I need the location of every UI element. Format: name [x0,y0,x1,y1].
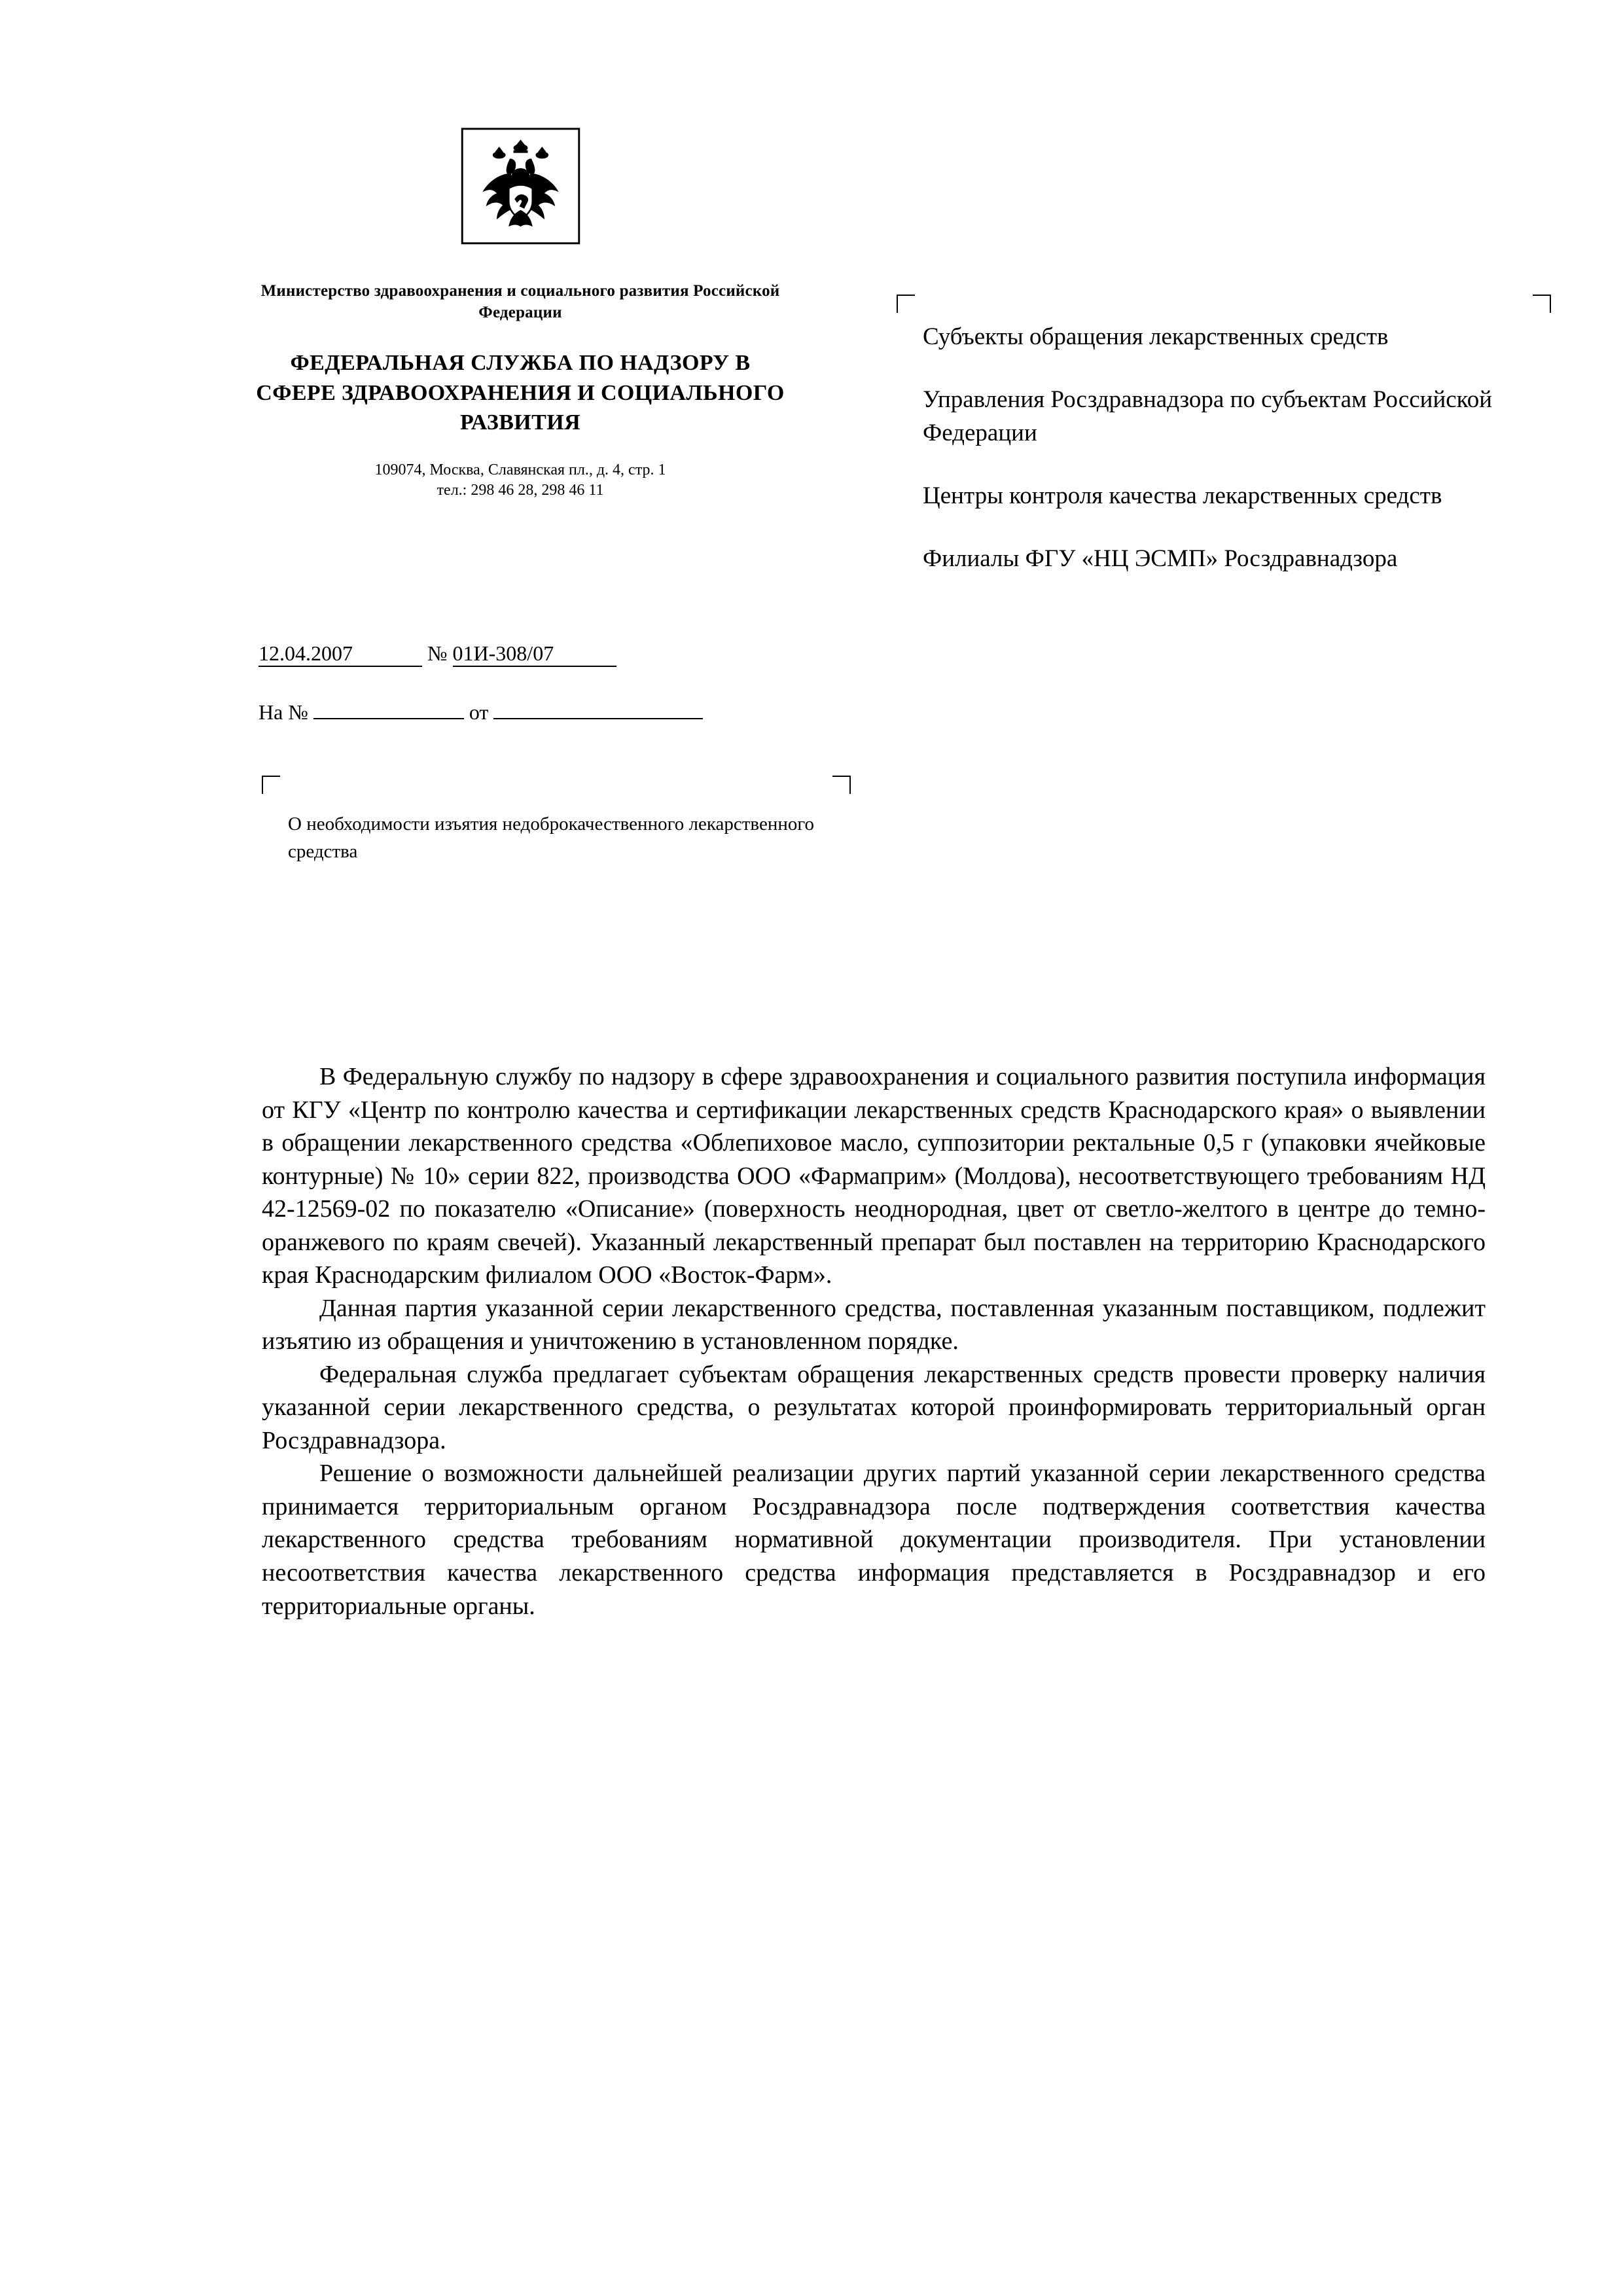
body-paragraph: Решение о возможности дальнейшей реализации других партий указанной серии лекарственного средства принимается территориальным органом Росздравнадзора после подтверждения соответствия качества лекарственного средства требованиям нормативной документации производителя. При установлении несоответствия качества лекарственного средства информация представляется в Росздравнадзор и его территориальные органы. [262,1460,1486,1620]
body-paragraph: В Федеральную службу по надзору в сфере здравоохранения и социального развития поступила информация от КГУ «Центр по контролю качества и сертификации лекарственных средств Краснодарского края» о выявлении в обращении лекарственного средства «Облепиховое масло, суппозитории ректальные 0,5 г (упаковки ячейковые контурные) № 10» серии 822, производства ООО «Фармаприм» (Молдова), несоответствующего требованиям НД 42-12569-02 по показателю «Описание» (поверхность неоднородная, цвет от светло-желтого в центре до темно-оранжевого по краям свечей). Указанный лекарственный препарат был поставлен на территорию Краснодарского края Краснодарским филиалом ООО «Восток-Фарм». [262,1063,1486,1289]
russian-coat-of-arms-icon [460,128,581,268]
subject-corner-top-right [832,776,851,794]
body-paragraph: Федеральная служба предлагает субъектам обращения лекарственных средств провести проверку наличия указанной серии лекарственного средства, о результатах которой проинформировать территориальный орган Росздравнадзора. [262,1360,1486,1454]
subject-text: О необходимости изъятия недоброкачественного лекарственного средства [288,814,815,863]
addressee-corner-top-left [897,295,915,313]
reference-number-blank [313,718,464,719]
body-paragraph: Данная партия указанной серии лекарственного средства, поставленная указанным поставщиком, подлежит изъятию из обращения и уничтожению в установленном порядке. [262,1294,1486,1355]
reference-date-blank [493,718,703,719]
address-line: 109074, Москва, Славянская пл., д. 4, стр. 1 [374,461,666,478]
number-label: № [427,641,448,665]
addressee-item: Центры контроля качества лекарственных средств [923,482,1442,509]
addressee-item: Субъекты обращения лекарственных средств [923,323,1389,350]
ministry-name: Министерство здравоохранения и социального развития Российской Федерации [260,282,780,321]
subject-corner-top-left [262,776,280,794]
letter-body [262,1060,1486,1623]
document-date-number-line [259,641,795,667]
addressee-item: Филиалы ФГУ «НЦ ЭСМП» Росздравнадзора [923,545,1398,573]
addressee-corner-top-right [1533,295,1551,313]
letterhead [255,128,785,501]
phone-line: тел.: 298 46 28, 298 46 11 [437,482,604,499]
reference-line [259,700,795,725]
addressee-block [897,295,1551,576]
document-number: 01И-308/07 [453,641,616,667]
subject-block [262,776,851,865]
document-date: 12.04.2007 [259,641,422,667]
addressee-item: Управления Росздравнадзора по субъектам Российской Федерации [923,386,1493,446]
service-name: ФЕДЕРАЛЬНАЯ СЛУЖБА ПО НАДЗОРУ В СФЕРЕ ЗДРАВООХРАНЕНИЯ И СОЦИАЛЬНОГО РАЗВИТИЯ [256,351,785,435]
reference-date-label: от [469,700,489,724]
reference-label: На № [259,700,308,724]
